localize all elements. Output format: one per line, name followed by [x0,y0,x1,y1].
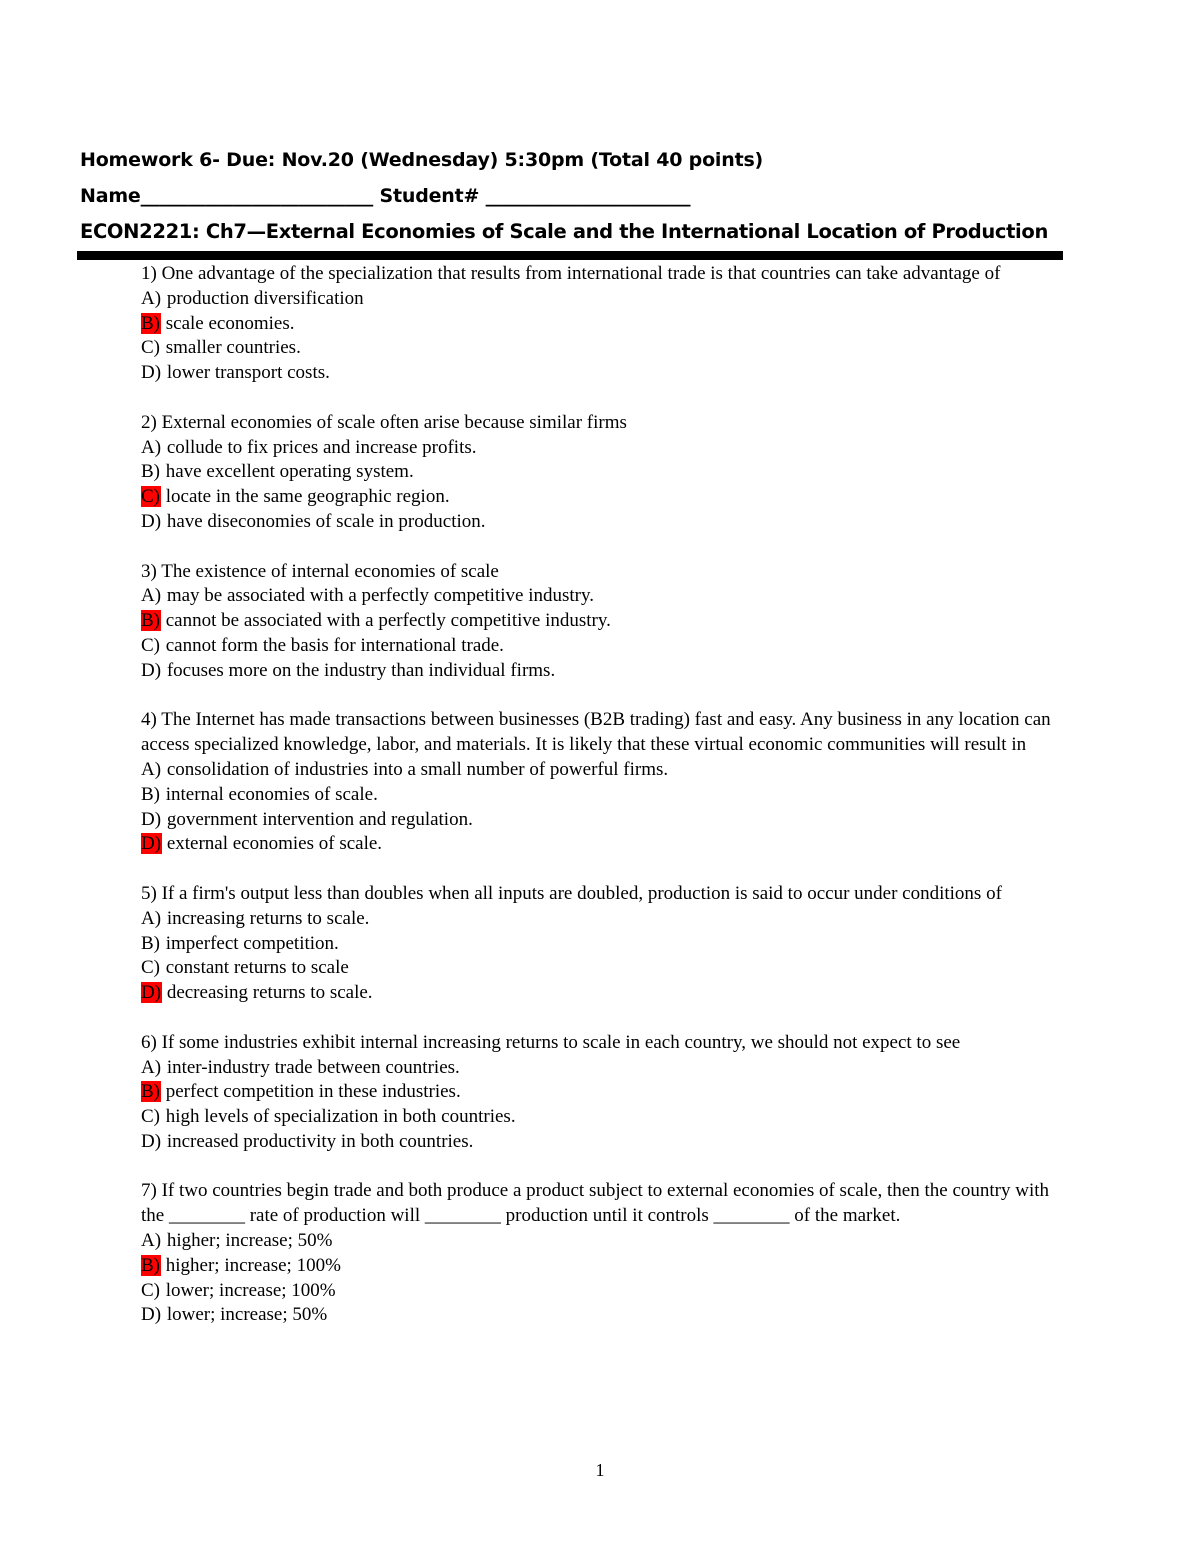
question-7 [141,1179,1071,1328]
option-text: constant returns to scale [161,957,349,979]
option-letter: D) [141,1130,162,1152]
option-text: increasing returns to scale. [162,907,370,929]
question-list [141,262,1071,1353]
option-text: lower; increase; 50% [162,1304,328,1326]
correct-answer-letter: B) [141,610,160,632]
option-letter: D) [141,1304,162,1326]
answer-option [141,609,1071,634]
option-letter: D) [141,808,162,830]
option-text: lower; increase; 100% [161,1279,336,1301]
answer-option [141,336,1071,361]
answer-option [141,584,1071,609]
name-student-line: Name_________________________ Student# ______________________ [80,185,691,207]
answer-option [141,1080,1071,1105]
option-text: inter-industry trade between countries. [162,1056,460,1078]
answer-option [141,287,1071,312]
question-3 [141,560,1071,684]
option-text: collude to fix prices and increase profits. [162,436,477,458]
option-letter: D) [141,659,162,681]
option-letter: A) [141,1230,162,1252]
answer-option [141,436,1071,461]
correct-answer-letter: B) [141,1081,160,1103]
answer-option [141,312,1071,337]
question-stem: 7) If two countries begin trade and both produce a product subject to external economies of scale, then the country with the ________ rate of production will ________ production until it controls ________ of the market. [141,1180,1050,1227]
option-text: decreasing returns to scale. [162,982,373,1004]
answer-option [141,1105,1071,1130]
option-letter: A) [141,585,162,607]
option-text: internal economies of scale. [161,783,378,805]
option-text: locate in the same geographic region. [161,486,450,508]
option-text: have excellent operating system. [161,461,414,483]
answer-option [141,1254,1071,1279]
option-text: government intervention and regulation. [162,808,473,830]
option-text: focuses more on the industry than individual firms. [162,659,556,681]
question-1 [141,262,1071,386]
answer-option [141,1229,1071,1254]
answer-option [141,361,1071,386]
answer-option [141,956,1071,981]
correct-answer-letter: D) [141,833,162,855]
option-letter: B) [141,932,160,954]
option-text: high levels of specialization in both countries. [161,1106,516,1128]
option-letter: C) [141,634,160,656]
question-stem: 3) The existence of internal economies of scale [141,560,499,582]
option-text: external economies of scale. [162,833,383,855]
option-text: higher; increase; 100% [161,1254,341,1276]
question-5 [141,882,1071,1006]
question-stem: 5) If a firm's output less than doubles when all inputs are doubled, production is said to occur under conditions of [141,882,1002,904]
option-text: may be associated with a perfectly competitive industry. [162,585,594,607]
option-letter: B) [141,461,160,483]
question-4 [141,708,1071,857]
answer-option [141,758,1071,783]
option-text: perfect competition in these industries. [161,1081,461,1103]
option-text: have diseconomies of scale in production. [162,510,486,532]
question-6 [141,1031,1071,1155]
answer-option [141,659,1071,684]
option-letter: C) [141,337,160,359]
option-text: higher; increase; 50% [162,1230,333,1252]
answer-option [141,510,1071,535]
option-text: cannot form the basis for international trade. [161,634,504,656]
question-stem: 4) The Internet has made transactions between businesses (B2B trading) fast and easy. Any business in any location can access specialized knowledge, labor, and materials. It is likely that these virtual economic communities will result in [141,709,1051,756]
option-letter: A) [141,436,162,458]
correct-answer-letter: B) [141,1254,160,1276]
option-letter: A) [141,287,162,309]
answer-option [141,460,1071,485]
answer-option [141,1056,1071,1081]
question-stem: 1) One advantage of the specialization that results from international trade is that countries can take advantage of [141,263,1001,284]
answer-option [141,808,1071,833]
option-text: scale economies. [161,312,295,334]
option-text: cannot be associated with a perfectly competitive industry. [161,610,611,632]
option-text: increased productivity in both countries. [162,1130,474,1152]
correct-answer-letter: B) [141,312,160,334]
answer-option [141,981,1071,1006]
option-letter: A) [141,907,162,929]
option-text: production diversification [162,287,364,309]
answer-option [141,1303,1071,1328]
correct-answer-letter: C) [141,486,160,508]
correct-answer-letter: D) [141,982,162,1004]
option-letter: A) [141,1056,162,1078]
option-text: lower transport costs. [162,362,330,384]
answer-option [141,783,1071,808]
answer-option [141,932,1071,957]
answer-option [141,485,1071,510]
homework-title: Homework 6- Due: Nov.20 (Wednesday) 5:30pm (Total 40 points) [80,149,764,171]
option-letter: C) [141,1279,160,1301]
option-text: smaller countries. [161,337,301,359]
question-stem: 6) If some industries exhibit internal increasing returns to scale in each country, we should not expect to see [141,1031,961,1053]
option-letter: A) [141,758,162,780]
answer-option [141,1130,1071,1155]
option-text: consolidation of industries into a small number of powerful firms. [162,758,669,780]
header-divider [77,251,1063,260]
option-letter: D) [141,510,162,532]
answer-option [141,1279,1071,1304]
question-2 [141,411,1071,535]
course-title: ECON2221: Ch7—External Economies of Scale and the International Location of Production [80,220,1048,243]
answer-option [141,832,1071,857]
option-letter: D) [141,362,162,384]
answer-option [141,634,1071,659]
option-letter: C) [141,957,160,979]
page-number: 1 [595,1460,605,1480]
option-text: imperfect competition. [161,932,339,954]
option-letter: B) [141,783,160,805]
option-letter: C) [141,1106,160,1128]
answer-option [141,907,1071,932]
question-stem: 2) External economies of scale often arise because similar firms [141,411,627,433]
header [80,142,1080,250]
